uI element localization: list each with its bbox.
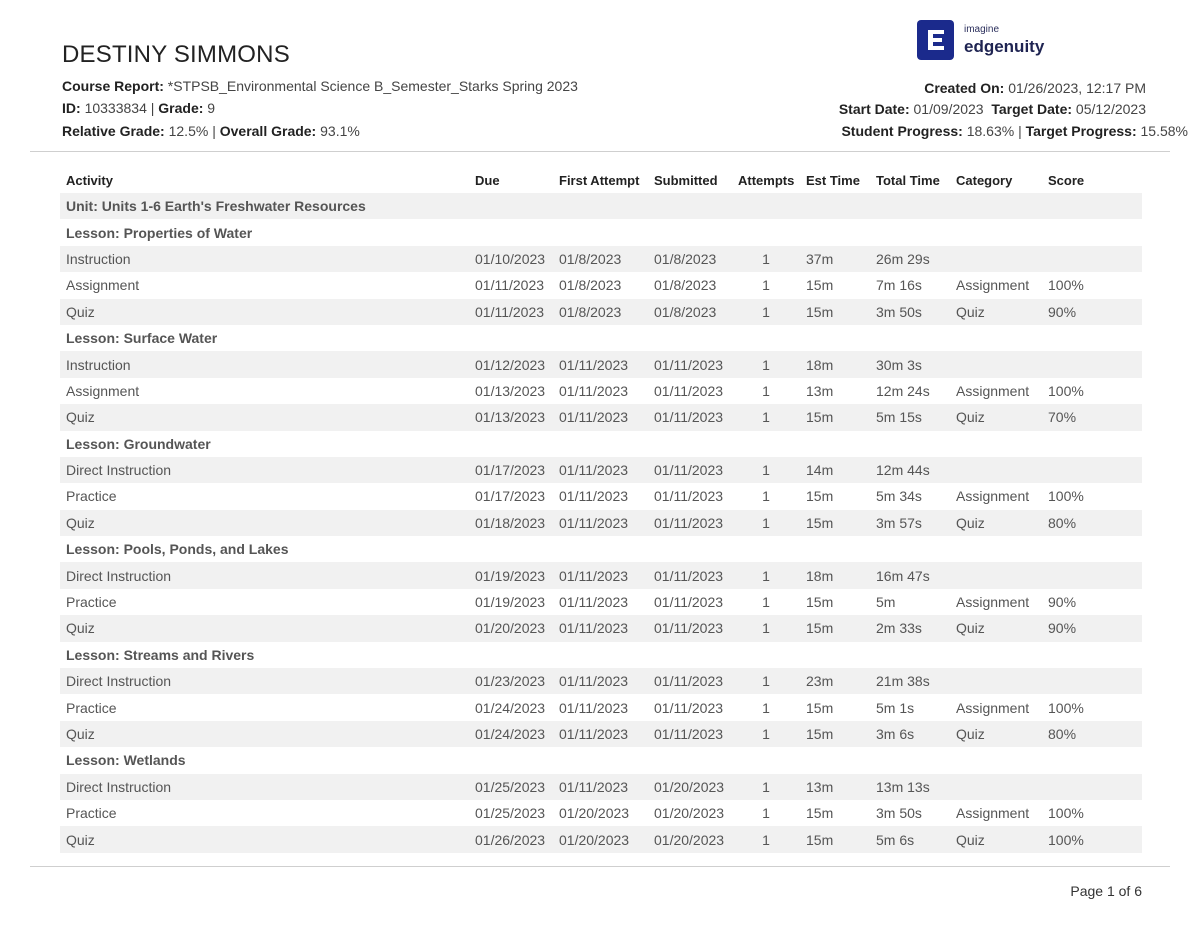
unit-heading-row: [60, 193, 1142, 219]
col-est-time-cell: 15m: [800, 510, 870, 536]
col-activity-cell: Quiz: [60, 510, 469, 536]
col-attempts-cell: 1: [732, 299, 800, 325]
col-first-attempt-cell: 01/11/2023: [559, 594, 629, 611]
col-due-cell: 01/26/2023: [469, 826, 553, 852]
col-score-cell: [1042, 457, 1142, 483]
col-submitted-cell: 01/8/2023: [648, 299, 732, 325]
col-total-time-cell: 30m 3s: [870, 351, 950, 377]
col-attempts-cell: 1: [762, 805, 770, 822]
col-due-cell: 01/18/2023: [469, 510, 553, 536]
col-est-time-cell: 15m: [806, 805, 834, 822]
col-total-time-cell: 5m 34s: [876, 488, 922, 505]
lesson-title: Lesson: Wetlands: [66, 752, 186, 769]
col-total-time-cell: 3m 50s: [870, 299, 950, 325]
col-attempts-cell: 1: [732, 668, 800, 694]
col-category-cell: Quiz: [950, 721, 1042, 747]
col-submitted-cell: 01/11/2023: [648, 721, 732, 747]
course-line: [62, 78, 578, 94]
col-submitted-cell: 01/8/2023: [654, 277, 717, 294]
col-est-time-cell: 15m: [806, 594, 834, 611]
table-row: [60, 615, 1142, 641]
col-est-time-cell: 15m: [806, 277, 834, 294]
table-header-row: [60, 167, 1142, 193]
col-attempts-cell: 1: [762, 382, 770, 399]
col-category-cell: Quiz: [950, 404, 1042, 430]
relative-grade-value: 12.5%: [168, 123, 209, 139]
col-due-cell: 01/20/2023: [469, 615, 553, 641]
col-category-cell: Assignment: [956, 277, 1030, 294]
col-est-time-cell: 37m: [800, 246, 870, 272]
col-category-cell: [950, 668, 1042, 694]
col-score-cell: 100%: [1048, 488, 1084, 505]
table-row: [60, 721, 1142, 747]
col-total-time-header: Total Time: [876, 172, 940, 188]
col-category-cell: Quiz: [950, 299, 1042, 325]
col-attempts-cell: 1: [732, 615, 800, 641]
col-first-attempt-cell: 01/20/2023: [553, 826, 648, 852]
col-submitted-cell: 01/11/2023: [648, 404, 732, 430]
col-est-time-cell: 23m: [800, 668, 870, 694]
dates-line: [839, 101, 1146, 117]
col-activity-cell: Direct Instruction: [60, 774, 469, 800]
col-score-cell: 100%: [1048, 699, 1084, 716]
col-est-time-cell: 13m: [800, 774, 870, 800]
col-est-time-cell: 15m: [800, 615, 870, 641]
col-activity-cell: Instruction: [60, 246, 469, 272]
col-attempts-cell: 1: [732, 774, 800, 800]
col-est-time-cell: 18m: [800, 562, 870, 588]
target-date-label: Target Date:: [991, 101, 1073, 117]
lesson-heading-row: [60, 747, 1142, 773]
logo-small-text: imagine: [964, 24, 1000, 35]
separator: |: [150, 100, 155, 116]
col-submitted-cell: 01/20/2023: [654, 805, 725, 822]
footer-divider: [30, 866, 1170, 867]
target-date-value: 05/12/2023: [1075, 101, 1146, 117]
lesson-title: Lesson: Surface Water: [66, 330, 218, 347]
lesson-title: Lesson: Streams and Rivers: [66, 646, 255, 663]
col-first-attempt-cell: 01/20/2023: [559, 805, 630, 822]
col-first-attempt-cell: 01/11/2023: [553, 351, 648, 377]
col-first-attempt-cell: 01/11/2023: [553, 774, 648, 800]
col-submitted-cell: 01/20/2023: [648, 774, 732, 800]
col-total-time-cell: 13m 13s: [870, 774, 950, 800]
col-first-attempt-cell: 01/8/2023: [553, 299, 648, 325]
col-attempts-cell: 1: [762, 699, 770, 716]
col-activity-cell: Practice: [66, 805, 117, 822]
col-attempts-cell: 1: [762, 488, 770, 505]
col-submitted-cell: 01/11/2023: [648, 457, 732, 483]
id-value: 10333834: [84, 100, 147, 116]
col-total-time-cell: 16m 47s: [870, 562, 950, 588]
course-value: *STPSB_Environmental Science B_Semester_Starks Spring 2023: [167, 78, 578, 94]
col-due-cell: 01/11/2023: [475, 277, 545, 294]
col-total-time-cell: 5m 6s: [870, 826, 950, 852]
col-activity-cell: Quiz: [60, 299, 469, 325]
grade-label: Grade:: [158, 100, 204, 116]
col-activity-cell: Quiz: [60, 615, 469, 641]
col-score-cell: [1042, 351, 1142, 377]
col-due-cell: 01/13/2023: [469, 404, 553, 430]
col-score-cell: [1042, 562, 1142, 588]
col-first-attempt-cell: 01/8/2023: [553, 246, 648, 272]
col-category-cell: Quiz: [950, 615, 1042, 641]
col-due-cell: 01/24/2023: [469, 721, 553, 747]
col-first-attempt-cell: 01/11/2023: [553, 457, 648, 483]
col-est-time-cell: 13m: [806, 382, 834, 399]
start-date-label: Start Date:: [838, 101, 910, 117]
col-est-time-header: Est Time: [806, 172, 860, 188]
col-score-cell: 90%: [1048, 594, 1077, 611]
col-score-header: Score: [1048, 172, 1085, 188]
col-est-time-cell: 15m: [806, 488, 834, 505]
table-row: [60, 351, 1142, 377]
col-total-time-cell: 5m 15s: [870, 404, 950, 430]
col-attempts-cell: 1: [732, 351, 800, 377]
col-total-time-cell: 3m 57s: [870, 510, 950, 536]
col-first-attempt-header: First Attempt: [559, 172, 640, 188]
overall-grade-value: 93.1%: [320, 123, 360, 139]
col-attempts-cell: 1: [732, 826, 800, 852]
col-due-cell: 01/25/2023: [469, 774, 553, 800]
table-row: [60, 246, 1142, 272]
col-activity-cell: Direct Instruction: [60, 668, 469, 694]
col-activity-cell: Practice: [66, 594, 117, 611]
col-activity-cell: Direct Instruction: [60, 457, 469, 483]
col-score-cell: 90%: [1042, 299, 1142, 325]
col-first-attempt-cell: 01/11/2023: [559, 382, 629, 399]
col-due-cell: 01/10/2023: [469, 246, 553, 272]
col-due-cell: 01/19/2023: [475, 594, 546, 611]
col-total-time-cell: 12m 24s: [876, 382, 930, 399]
created-label: Created On:: [924, 80, 1005, 96]
col-score-cell: 90%: [1042, 615, 1142, 641]
table-row: [60, 826, 1142, 852]
col-due-cell: 01/11/2023: [469, 299, 553, 325]
col-due-cell: 01/23/2023: [469, 668, 553, 694]
edgenuity-logo: [917, 20, 1044, 60]
col-category-cell: [950, 774, 1042, 800]
lesson-heading-row: [60, 219, 1142, 245]
col-est-time-cell: 15m: [800, 404, 870, 430]
col-first-attempt-cell: 01/8/2023: [559, 277, 622, 294]
activity-table: [60, 167, 1142, 853]
col-activity-header: Activity: [66, 172, 113, 188]
col-submitted-cell: 01/11/2023: [648, 668, 732, 694]
col-category-cell: Quiz: [950, 826, 1042, 852]
col-category-cell: Assignment: [956, 488, 1030, 505]
col-attempts-cell: 1: [732, 246, 800, 272]
col-first-attempt-cell: 01/11/2023: [559, 488, 629, 505]
lesson-heading-row: [60, 536, 1142, 562]
table-row: [60, 668, 1142, 694]
col-activity-cell: Quiz: [60, 826, 469, 852]
col-category-cell: Assignment: [956, 382, 1030, 399]
unit-title: Unit: Units 1-6 Earth's Freshwater Resources: [60, 193, 1142, 219]
col-est-time-cell: 15m: [800, 299, 870, 325]
table-row: [60, 299, 1142, 325]
col-score-cell: 80%: [1042, 721, 1142, 747]
lesson-title: Lesson: Properties of Water: [66, 224, 253, 241]
table-row: [60, 378, 1142, 404]
overall-grade-label: Overall Grade:: [219, 123, 317, 139]
col-total-time-cell: 5m: [876, 594, 896, 611]
student-progress-value: 18.63%: [966, 123, 1015, 139]
col-total-time-cell: 2m 33s: [870, 615, 950, 641]
col-due-cell: 01/13/2023: [475, 382, 546, 399]
lesson-heading-row: [60, 642, 1142, 668]
col-category-cell: [950, 351, 1042, 377]
col-submitted-cell: 01/11/2023: [648, 351, 732, 377]
lesson-title: Lesson: Groundwater: [66, 435, 211, 452]
col-submitted-cell: 01/11/2023: [648, 510, 732, 536]
separator: |: [212, 123, 216, 139]
col-activity-cell: Direct Instruction: [60, 562, 469, 588]
edgenuity-logo-icon: [917, 20, 954, 60]
col-first-attempt-cell: 01/11/2023: [553, 562, 648, 588]
lesson-heading-row: [60, 325, 1142, 351]
col-category-header: Category: [956, 172, 1013, 188]
col-due-cell: 01/19/2023: [469, 562, 553, 588]
col-attempts-cell: 1: [732, 562, 800, 588]
created-line: [924, 80, 1146, 96]
col-attempts-cell: 1: [762, 594, 770, 611]
lesson-title: Lesson: Pools, Ponds, and Lakes: [66, 541, 289, 558]
table-row: [60, 483, 1142, 509]
col-total-time-cell: 21m 38s: [870, 668, 950, 694]
id-grade-line: [62, 100, 215, 116]
col-est-time-cell: 18m: [800, 351, 870, 377]
col-activity-cell: Practice: [66, 488, 117, 505]
table-row: [60, 272, 1142, 298]
col-submitted-cell: 01/11/2023: [648, 615, 732, 641]
table-row: [60, 457, 1142, 483]
col-score-cell: 100%: [1042, 826, 1142, 852]
col-first-attempt-cell: 01/11/2023: [553, 510, 648, 536]
col-submitted-cell: 01/11/2023: [654, 382, 724, 399]
grade-value: 9: [207, 100, 216, 116]
col-due-cell: 01/17/2023: [475, 488, 546, 505]
col-category-cell: [950, 457, 1042, 483]
col-attempts-cell: 1: [762, 277, 770, 294]
col-due-cell: 01/25/2023: [475, 805, 546, 822]
col-first-attempt-cell: 01/11/2023: [553, 615, 648, 641]
col-score-cell: 70%: [1042, 404, 1142, 430]
col-first-attempt-cell: 01/11/2023: [553, 721, 648, 747]
col-score-cell: 80%: [1042, 510, 1142, 536]
lesson-heading-row: [60, 431, 1142, 457]
col-activity-cell: Instruction: [60, 351, 469, 377]
col-score-cell: [1042, 668, 1142, 694]
col-total-time-cell: 3m 6s: [870, 721, 950, 747]
col-attempts-header: Attempts: [738, 172, 795, 188]
start-date-value: 01/09/2023: [913, 101, 984, 117]
col-activity-cell: Assignment: [66, 382, 140, 399]
col-due-header: Due: [475, 172, 500, 188]
table-row: [60, 694, 1142, 720]
grades-line: [62, 123, 360, 139]
col-attempts-cell: 1: [732, 721, 800, 747]
course-label: Course Report:: [62, 78, 164, 94]
col-due-cell: 01/12/2023: [469, 351, 553, 377]
col-submitted-cell: 01/11/2023: [654, 699, 724, 716]
col-est-time-cell: 14m: [800, 457, 870, 483]
col-est-time-cell: 15m: [806, 699, 834, 716]
col-first-attempt-cell: 01/11/2023: [553, 668, 648, 694]
col-score-cell: [1042, 774, 1142, 800]
separator: |: [1018, 123, 1022, 139]
relative-grade-label: Relative Grade:: [62, 123, 165, 139]
col-score-cell: 100%: [1048, 382, 1084, 399]
col-score-cell: 100%: [1048, 277, 1084, 294]
col-category-cell: [950, 562, 1042, 588]
col-score-cell: [1042, 246, 1142, 272]
col-category-cell: Assignment: [956, 805, 1030, 822]
progress-line: [841, 123, 1188, 139]
col-submitted-cell: 01/11/2023: [648, 562, 732, 588]
page-number: Page 1 of 6: [1070, 883, 1142, 899]
col-category-cell: Assignment: [956, 699, 1030, 716]
logo-big-text: edgenuity: [964, 37, 1045, 56]
col-attempts-cell: 1: [732, 404, 800, 430]
col-submitted-cell: 01/20/2023: [648, 826, 732, 852]
student-progress-label: Student Progress:: [841, 123, 963, 139]
id-label: ID:: [62, 100, 81, 116]
header-divider: [30, 151, 1170, 152]
col-submitted-header: Submitted: [654, 172, 718, 188]
created-value: 01/26/2023, 12:17 PM: [1008, 80, 1146, 96]
col-first-attempt-cell: 01/11/2023: [553, 404, 648, 430]
col-first-attempt-cell: 01/11/2023: [559, 699, 629, 716]
col-activity-cell: Assignment: [66, 277, 140, 294]
col-activity-cell: Practice: [66, 699, 117, 716]
col-total-time-cell: 7m 16s: [876, 277, 922, 294]
target-progress-value: 15.58%: [1140, 123, 1188, 139]
student-name: DESTINY SIMMONS: [62, 41, 290, 68]
col-attempts-cell: 1: [732, 457, 800, 483]
col-category-cell: [950, 246, 1042, 272]
col-category-cell: Assignment: [956, 594, 1030, 611]
table-row: [60, 404, 1142, 430]
col-est-time-cell: 15m: [800, 721, 870, 747]
col-attempts-cell: 1: [732, 510, 800, 536]
table-row: [60, 589, 1142, 615]
target-progress-label: Target Progress:: [1025, 123, 1137, 139]
col-due-cell: 01/17/2023: [469, 457, 553, 483]
col-total-time-cell: 3m 50s: [876, 805, 922, 822]
table-row: [60, 800, 1142, 826]
table-row: [60, 562, 1142, 588]
col-total-time-cell: 5m 1s: [876, 699, 915, 716]
col-total-time-cell: 12m 44s: [870, 457, 950, 483]
col-score-cell: 100%: [1048, 805, 1084, 822]
col-category-cell: Quiz: [950, 510, 1042, 536]
table-row: [60, 510, 1142, 536]
col-submitted-cell: 01/11/2023: [654, 488, 724, 505]
table-row: [60, 774, 1142, 800]
col-activity-cell: Quiz: [60, 404, 469, 430]
col-submitted-cell: 01/8/2023: [648, 246, 732, 272]
col-total-time-cell: 26m 29s: [870, 246, 950, 272]
logo-e-glyph-icon: [925, 28, 947, 52]
col-submitted-cell: 01/11/2023: [654, 594, 724, 611]
col-due-cell: 01/24/2023: [475, 699, 546, 716]
col-activity-cell: Quiz: [60, 721, 469, 747]
col-est-time-cell: 15m: [800, 826, 870, 852]
